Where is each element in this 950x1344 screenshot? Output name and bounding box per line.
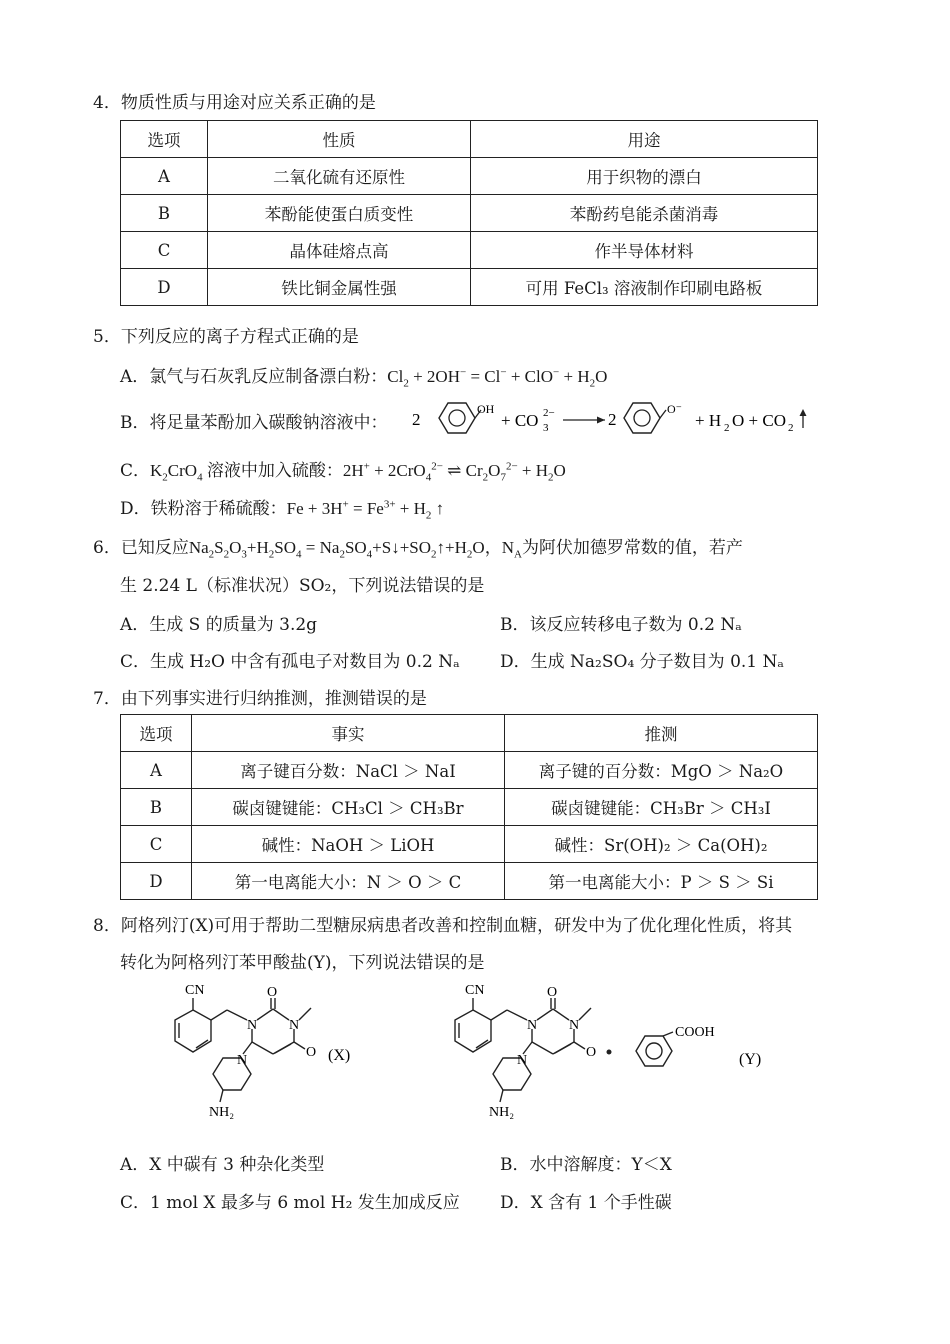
option-label: C．	[120, 461, 151, 481]
n-atom: N	[289, 1018, 300, 1033]
coefficient: 2	[412, 410, 421, 429]
table-header: 选项	[121, 121, 208, 158]
structure-y	[445, 978, 785, 1138]
label-x: (X)	[328, 1047, 351, 1064]
q7-table	[120, 714, 818, 900]
co3-term: + CO	[501, 411, 539, 430]
table-row	[121, 269, 818, 306]
table-row	[121, 752, 818, 789]
gas-arrow-head	[800, 409, 807, 416]
q8-option-c: C．1 mol X 最多与 6 mol H₂ 发生加成反应	[120, 1193, 460, 1213]
table-row	[121, 121, 818, 158]
benzene-ring	[439, 403, 475, 433]
table-cell: 碳卤键键能：CH₃Cl ＞ CH₃Br	[192, 789, 505, 826]
n-atom: N	[517, 1053, 528, 1068]
salt-dot	[607, 1050, 612, 1055]
subscript: 2	[724, 422, 730, 434]
table-row	[121, 232, 818, 269]
table-row	[121, 826, 818, 863]
n-atom: N	[569, 1018, 580, 1033]
table-cell: 用于织物的漂白	[471, 158, 818, 195]
table-cell: 苯酚药皂能杀菌消毒	[471, 195, 818, 232]
o-atom: O	[306, 1045, 317, 1060]
option-text: 溶液中加入硫酸：	[206, 461, 343, 481]
benzene-ring	[175, 1010, 211, 1052]
table-cell: 离子键的百分数：MgO ＞ Na₂O	[505, 752, 818, 789]
q8-line1: 8．阿格列汀(X)可用于帮助二型糖尿病患者改善和控制血糖，研发中为了优化理化性质，将其	[93, 916, 793, 936]
o-atom: O	[586, 1045, 597, 1060]
table-cell: 苯酚能使蛋白质变性	[208, 195, 471, 232]
equation-a: $Cl_2 + 2OH^- = Cl^- + ClO^- + H_2O$	[387, 366, 608, 390]
bond	[660, 410, 666, 418]
subscript: 3	[543, 422, 549, 434]
table-row	[121, 158, 818, 195]
q6-line1	[93, 533, 743, 561]
formula: $K_2CrO_4$	[150, 461, 203, 484]
stem-text: 为阿伏加德罗常数的值，若产	[521, 538, 743, 558]
table-header: 性质	[208, 121, 471, 158]
nh2-group: NH₂	[209, 1105, 235, 1120]
table-cell: C	[121, 826, 192, 863]
equation-d: $Fe + 3H^+ = Fe^{3+} + H_2$ ↑	[286, 498, 445, 522]
benzene-ring-circle	[449, 410, 465, 426]
n-atom: N	[527, 1018, 538, 1033]
table-header: 推测	[505, 715, 818, 752]
q4-table	[120, 120, 818, 306]
table-cell: 第一电离能大小：N ＞ O ＞ C	[192, 863, 505, 900]
oh-group: OH	[477, 402, 495, 416]
benzoic-acid-ring-circle	[646, 1043, 662, 1059]
equation-b	[405, 392, 825, 444]
q5-option-a	[120, 362, 608, 390]
subscript: 2	[788, 422, 794, 434]
table-header: 事实	[192, 715, 505, 752]
table-header: 用途	[471, 121, 818, 158]
products-term: O + CO	[732, 411, 786, 430]
table-cell: B	[121, 195, 208, 232]
cn-group: CN	[185, 983, 205, 998]
table-row	[121, 195, 818, 232]
n-atom: N	[237, 1053, 248, 1068]
table-cell: 二氧化硫有还原性	[208, 158, 471, 195]
label-y: (Y)	[739, 1051, 762, 1068]
table-cell: 晶体硅熔点高	[208, 232, 471, 269]
q8-option-a: A．X 中碳有 3 种杂化类型	[120, 1155, 325, 1175]
coefficient: 2	[608, 410, 617, 429]
q7-stem: 7．由下列事实进行归纳推测，推测错误的是	[93, 689, 427, 709]
benzene-ring	[624, 403, 660, 433]
q4-stem: 4．物质性质与用途对应关系正确的是	[93, 93, 376, 113]
q8-line2: 转化为阿格列汀苯甲酸盐(Y)，下列说法错误的是	[120, 953, 485, 973]
q6-option-c: C．生成 H₂O 中含有孤电子对数目为 0.2 Nₐ	[120, 652, 460, 672]
equation-c: 2H+ + 2CrO$_4^{2-}$ ⇌ $Cr_2O_7^{2-} + H_2O$	[342, 460, 566, 484]
option-label: A．氯气与石灰乳反应制备漂白粉：	[120, 367, 388, 387]
superscript: 2−	[543, 407, 555, 419]
table-header: 选项	[121, 715, 192, 752]
benzene-ring	[455, 1010, 491, 1052]
q5-option-b-label: B．将足量苯酚加入碳酸钠溶液中：	[120, 413, 388, 433]
table-cell: D	[121, 863, 192, 900]
benzene-ring-circle	[634, 410, 650, 426]
table-cell: C	[121, 232, 208, 269]
q6-line2: 生 2.24 L（标准状况）SO₂，下列说法错误的是	[120, 576, 485, 596]
table-cell: A	[121, 158, 208, 195]
table-cell: D	[121, 269, 208, 306]
q5-option-d	[120, 494, 445, 522]
table-cell: 离子键百分数：NaCl ＞ NaI	[192, 752, 505, 789]
q8-option-b: B．水中溶解度：Y＜X	[500, 1155, 672, 1175]
table-cell: 第一电离能大小：P ＞ S ＞ Si	[505, 863, 818, 900]
reaction-equation: $Na_2S_2O_3+H_2SO_4$ = $Na_2SO_4+S↓+SO_2↑+H_2O$，$N_A$	[188, 538, 522, 561]
nh2-group: NH₂	[489, 1105, 515, 1120]
q8-option-d: D．X 含有 1 个手性碳	[500, 1193, 672, 1213]
table-cell: 作半导体材料	[471, 232, 818, 269]
table-cell: A	[121, 752, 192, 789]
o-atom: O	[267, 985, 278, 1000]
benzoic-acid-ring	[636, 1036, 672, 1066]
table-row	[121, 715, 818, 752]
table-cell: 碱性：Sr(OH)₂ ＞ Ca(OH)₂	[505, 826, 818, 863]
q6-option-b: B．该反应转移电子数为 0.2 Nₐ	[500, 615, 742, 635]
table-cell: B	[121, 789, 192, 826]
q5-stem: 5．下列反应的离子方程式正确的是	[93, 327, 359, 347]
table-row	[121, 789, 818, 826]
q6-option-d: D．生成 Na₂SO₄ 分子数目为 0.1 Nₐ	[500, 652, 784, 672]
table-cell: 可用 FeCl₃ 溶液制作印刷电路板	[471, 269, 818, 306]
structure-x	[165, 978, 370, 1138]
phenoxide-group: O⁻	[667, 402, 682, 416]
o-atom: O	[547, 985, 558, 1000]
table-cell: 铁比铜金属性强	[208, 269, 471, 306]
n-atom: N	[247, 1018, 258, 1033]
table-cell: 碱性：NaOH ＞ LiOH	[192, 826, 505, 863]
q6-option-a: A．生成 S 的质量为 3.2g	[120, 615, 318, 635]
arrow-head	[597, 417, 605, 424]
table-row	[121, 863, 818, 900]
cn-group: CN	[465, 983, 485, 998]
cooh-group: COOH	[675, 1025, 715, 1040]
q5-option-c	[120, 456, 566, 484]
table-cell: 碳卤键键能：CH₃Br ＞ CH₃I	[505, 789, 818, 826]
products-term: + H	[695, 411, 722, 430]
option-label: D．铁粉溶于稀硫酸：	[120, 499, 287, 519]
stem-text: 6．已知反应	[93, 538, 189, 558]
